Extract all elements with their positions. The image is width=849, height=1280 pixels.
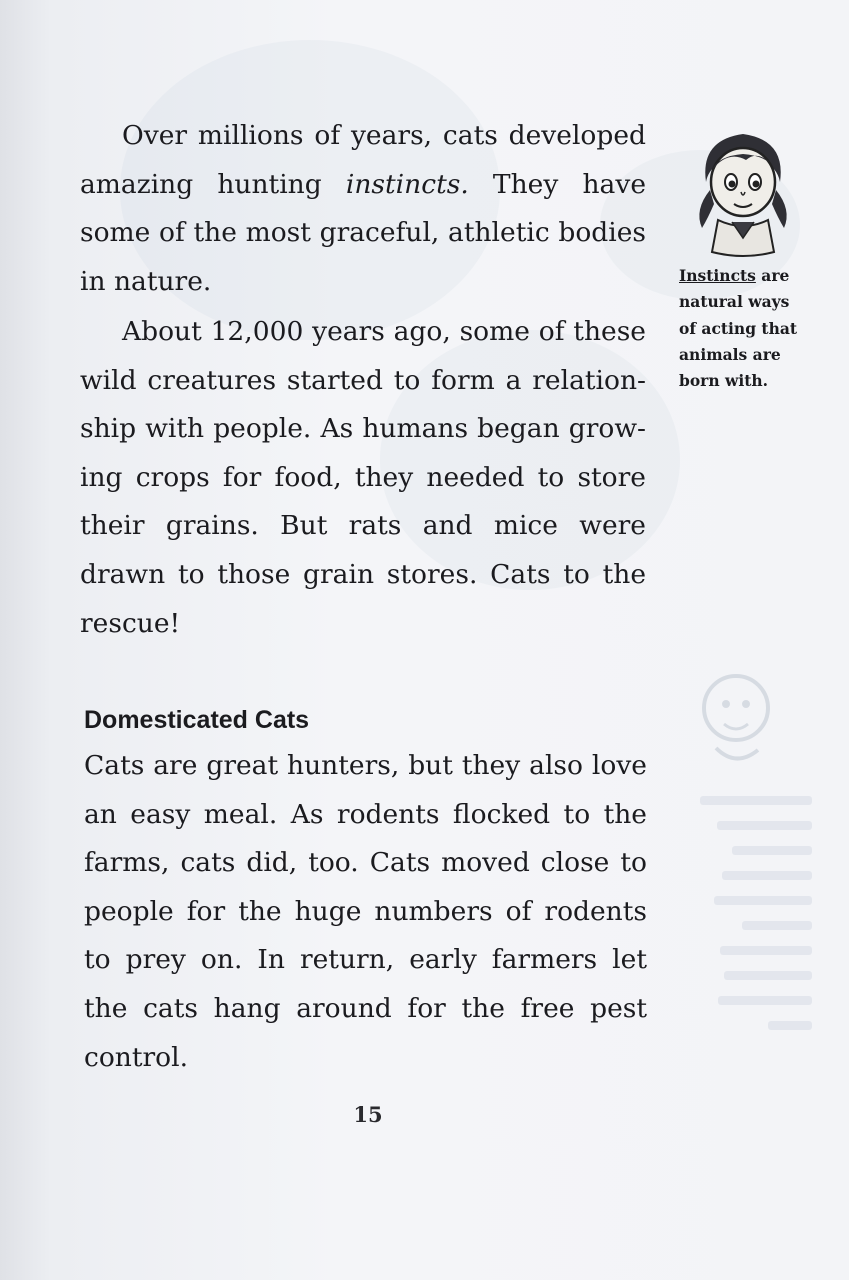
paragraph-text: Over millions of years, cats developed amazing hunting [80, 120, 646, 200]
paragraph-relationship: About 12,000 years ago, some of these wild creatures started to form a relationship with people. As humans began growing crops for food, they needed to store their grains. But rats and mice were drawn to those grain stores. Cats to the rescue! [80, 316, 646, 639]
section-heading: Domesticated Cats [84, 706, 310, 734]
paragraph-instincts [80, 112, 646, 306]
page-number: 15 [353, 1102, 383, 1127]
italic-term: instincts. [345, 168, 469, 200]
sidebar-definition [679, 263, 804, 394]
sidebar-term: Instincts [679, 266, 756, 285]
paragraph-text: They have some of the most graceful, athletic bodies in nature. [80, 168, 646, 297]
sidebar-definition-text: are natural ways of acting that animals are born with. [679, 266, 798, 391]
paragraph-domesticated: Cats are great hunters, but they also love an easy meal. As rodents flocked to the farms, cats did, too. Cats moved close to people for the huge numbers of rodents to prey on. In return, early farmers let the cats hang around for the free pest control. [84, 750, 647, 1073]
bleed-through-text [700, 796, 812, 1046]
bleed-through-illustration [696, 668, 776, 778]
girl-with-pigtails-illustration [688, 120, 798, 270]
